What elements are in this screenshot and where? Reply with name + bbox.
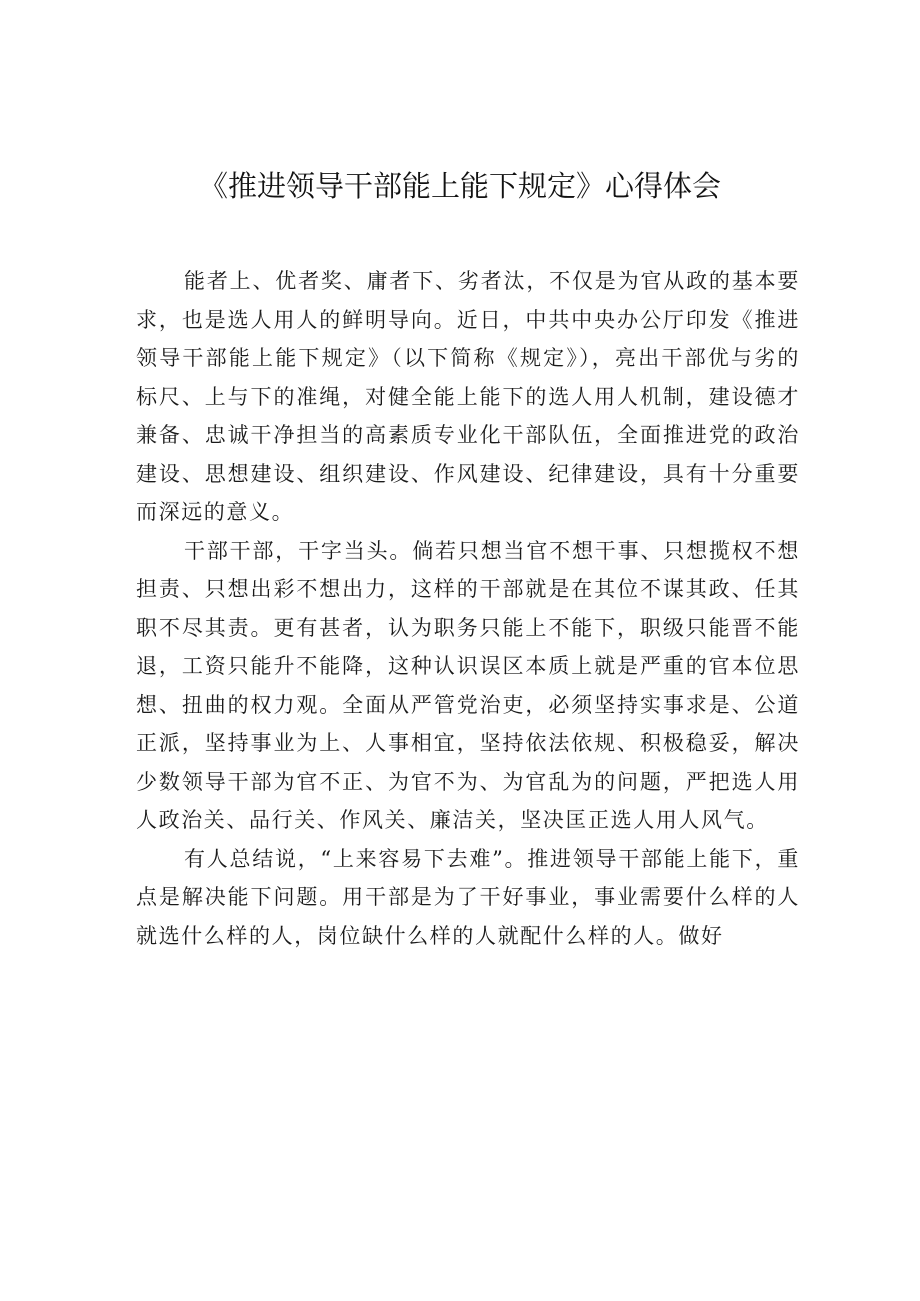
paragraph-1: 能者上、优者奖、庸者下、劣者汰，不仅是为官从政的基本要求，也是选人用人的鲜明导向。近日，中共中央办公厅印发《推进领导干部能上能下规定》（以下简称《规定》），亮出干部优与劣的标尺、上与下的准绳，对健全能上能下的选人用人机制，建设德才兼备、忠诚干净担当的高素质专业化干部队伍，全面推进党的政治建设、思想建设、组织建设、作风建设、纪律建设，具有十分重要而深远的意义。 xyxy=(136,269,800,524)
paragraph-2: 干部干部，干字当头。倘若只想当官不想干事、只想揽权不想担责、只想出彩不想出力，这样的干部就是在其位不谋其政、任其职不尽其责。更有甚者，认为职务只能上不能下，职级只能晋不能退，工资只能升不能降，这种认识误区本质上就是严重的官本位思想、扭曲的权力观。全面从严管党治吏，必须坚持实事求是、公道正派，坚持事业为上、人事相宜，坚持依法依规、积极稳妥，解决少数领导干部为官不正、为官不为、为官乱为的问题，严把选人用人政治关、品行关、作风关、廉洁关，坚决匡正选人用人风气。 xyxy=(136,538,800,832)
body-text xyxy=(136,262,800,955)
paragraph-3: 有人总结说，“上来容易下去难”。推进领导干部能上能下，重点是解决能下问题。用干部是为了干好事业，事业需要什么样的人就选什么样的人，岗位缺什么样的人就配什么样的人。做好 xyxy=(136,846,800,948)
document-title: 《推进领导干部能上能下规定》心得体会 xyxy=(198,169,721,203)
